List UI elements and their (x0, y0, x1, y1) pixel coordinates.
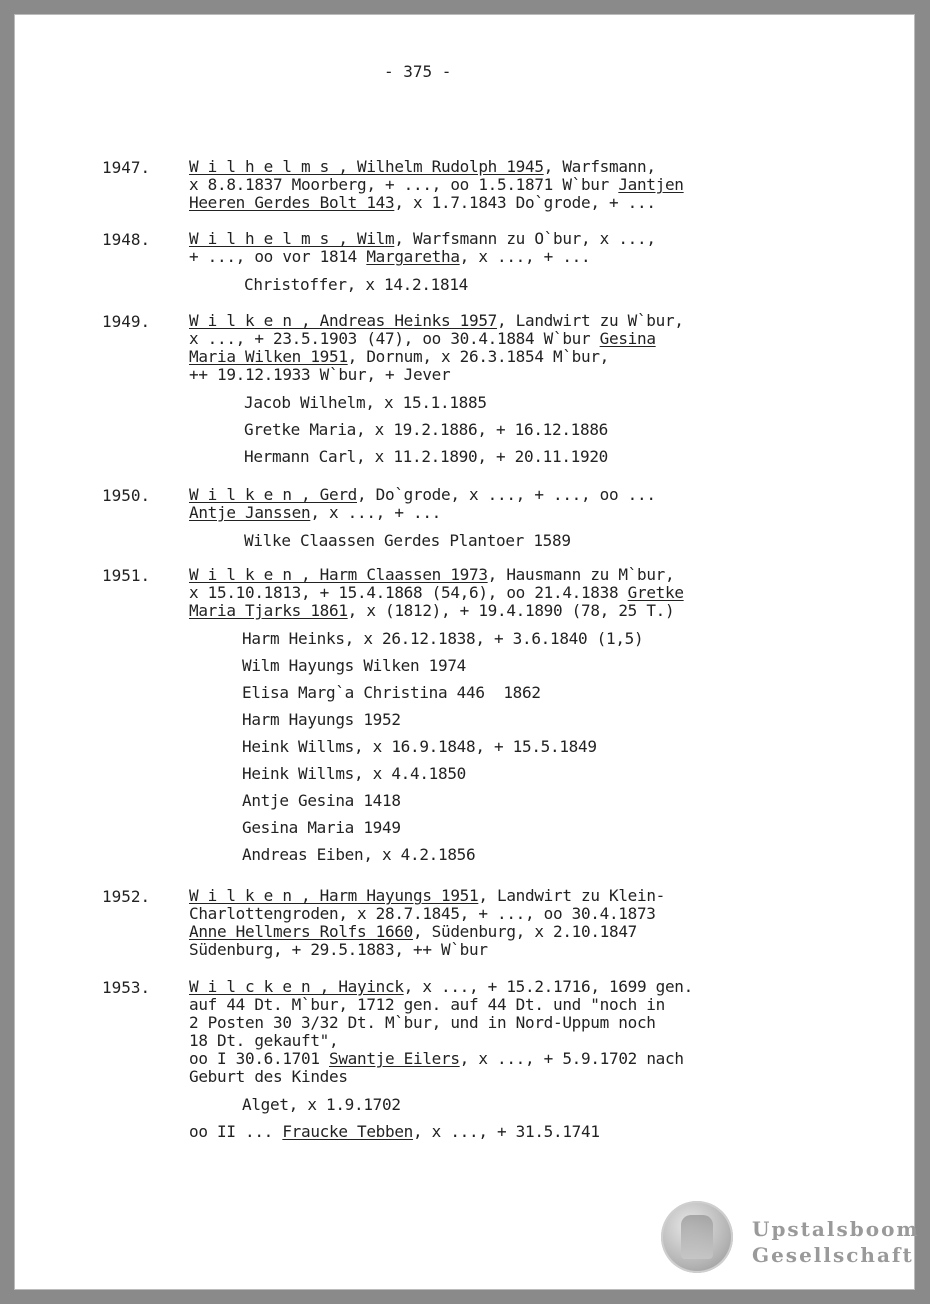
entry-line (189, 566, 674, 584)
entry-text: , Hausmann zu M`bur, (487, 565, 675, 584)
entry-line (189, 248, 590, 266)
child-entry: Gesina Maria 1949 (242, 818, 401, 837)
child-entry: Jacob Wilhelm, x 15.1.1885 (244, 393, 487, 412)
entry-number: 1952. (102, 887, 151, 906)
entry-text: oo I 30.6.1701 (189, 1049, 329, 1068)
logo-text-line2: Gesellschaft (752, 1243, 914, 1267)
underlined-name: Antje Janssen (189, 503, 311, 522)
entry-text: x 8.8.1837 Moorberg, + ..., oo 1.5.1871 W`bur (189, 175, 619, 194)
underlined-name: Fraucke Tebben (282, 1122, 414, 1141)
entry-text: + ..., oo vor 1814 (189, 247, 367, 266)
entry-line (189, 348, 609, 366)
underlined-name: Gesina (599, 329, 656, 348)
child-entry: Alget, x 1.9.1702 (242, 1095, 401, 1114)
entry-line (189, 230, 656, 248)
underlined-name: W i l k e n , Andreas Heinks 1957 (189, 311, 497, 330)
entry-text: oo II ... (189, 1122, 283, 1141)
entry-text: , Do`grode, x ..., + ..., oo ... (357, 485, 656, 504)
child-entry: Harm Heinks, x 26.12.1838, + 3.6.1840 (1,5) (242, 629, 644, 648)
page-number: - 375 - (384, 62, 452, 81)
entry-line (189, 486, 656, 504)
underlined-name: W i l k e n , Gerd (189, 485, 357, 504)
entry-line (189, 584, 684, 602)
entry-text: , x ..., + ... (459, 247, 591, 266)
entry-text: , x (1812), + 19.4.1890 (78, 25 T.) (347, 601, 675, 620)
underlined-name: Gretke (627, 583, 684, 602)
entry-text: , Warfsmann zu O`bur, x ..., (394, 229, 656, 248)
entry-text: 18 Dt. gekauft", (189, 1031, 339, 1050)
document-page (14, 14, 920, 1290)
entry-line (189, 941, 488, 959)
entry-text: , Warfsmann, (543, 157, 656, 176)
underlined-name: W i l k e n , Harm Hayungs 1951 (189, 886, 479, 905)
child-entry: Elisa Marg`a Christina 446 1862 (242, 683, 541, 702)
entry-text: , Dornum, x 26.3.1854 M`bur, (347, 347, 609, 366)
child-entry: Wilm Hayungs Wilken 1974 (242, 656, 466, 675)
entry-text: 2 Posten 30 3/32 Dt. M`bur, und in Nord-Uppum noch (189, 1013, 656, 1032)
entry-text: , x ..., + 31.5.1741 (413, 1122, 600, 1141)
entry-line (189, 504, 441, 522)
underlined-name: Maria Tjarks 1861 (189, 601, 348, 620)
entry-text: ++ 19.12.1933 W`bur, + Jever (189, 365, 451, 384)
child-entry: Heink Willms, x 16.9.1848, + 15.5.1849 (242, 737, 597, 756)
entry-text: x ..., + 23.5.1903 (47), oo 30.4.1884 W`bur (189, 329, 600, 348)
seal-logo-icon (661, 1201, 733, 1273)
entry-line (189, 978, 693, 996)
underlined-name: Jantjen (618, 175, 684, 194)
child-entry: Heink Willms, x 4.4.1850 (242, 764, 466, 783)
entry-number: 1947. (102, 158, 151, 177)
underlined-name: W i l c k e n , Hayinck (189, 977, 404, 996)
child-entry: Harm Hayungs 1952 (242, 710, 401, 729)
entry-line (189, 312, 684, 330)
entry-line (189, 1050, 684, 1068)
underlined-name: Anne Hellmers Rolfs 1660 (189, 922, 413, 941)
entry-line (189, 905, 656, 923)
entry-text: Südenburg, + 29.5.1883, ++ W`bur (189, 940, 488, 959)
entry-line (189, 996, 665, 1014)
child-entry: Gretke Maria, x 19.2.1886, + 16.12.1886 (244, 420, 608, 439)
entry-line (189, 158, 656, 176)
child-entry: Hermann Carl, x 11.2.1890, + 20.11.1920 (244, 447, 608, 466)
underlined-name: Heeren Gerdes Bolt 143 (189, 193, 395, 212)
logo-text-line1: Upstalsboom (752, 1217, 920, 1241)
entry-line (189, 1123, 600, 1141)
underlined-name: Maria Wilken 1951 (189, 347, 348, 366)
entry-line (189, 1068, 348, 1086)
child-entry: Andreas Eiben, x 4.2.1856 (242, 845, 476, 864)
entry-line (189, 176, 684, 194)
underlined-name: W i l h e l m s , Wilm (189, 229, 395, 248)
entry-text: , Südenburg, x 2.10.1847 (413, 922, 637, 941)
entry-text: , Landwirt zu W`bur, (496, 311, 684, 330)
entry-text: , x ..., + 15.2.1716, 1699 gen. (403, 977, 693, 996)
entry-text: , x ..., + ... (310, 503, 441, 522)
underlined-name: W i l h e l m s , Wilhelm Rudolph 1945 (189, 157, 544, 176)
child-entry: Christoffer, x 14.2.1814 (244, 275, 468, 294)
entry-line (189, 330, 656, 348)
entry-text: auf 44 Dt. M`bur, 1712 gen. auf 44 Dt. und "noch in (189, 995, 665, 1014)
underlined-name: W i l k e n , Harm Claassen 1973 (189, 565, 488, 584)
entry-text: Charlottengroden, x 28.7.1845, + ..., oo 30.4.1873 (189, 904, 656, 923)
entry-line (189, 887, 665, 905)
entry-line (189, 602, 674, 620)
underlined-name: Margaretha (366, 247, 460, 266)
entry-line (189, 1032, 338, 1050)
entry-text: Geburt des Kindes (189, 1067, 348, 1086)
entry-line (189, 194, 656, 212)
child-entry: Antje Gesina 1418 (242, 791, 401, 810)
entry-line (189, 366, 450, 384)
entry-text: , Landwirt zu Klein- (478, 886, 665, 905)
entry-text: x 15.10.1813, + 15.4.1868 (54,6), oo 21.4.1838 (189, 583, 628, 602)
entry-number: 1950. (102, 486, 151, 505)
entry-number: 1948. (102, 230, 151, 249)
entry-line (189, 1014, 656, 1032)
entry-number: 1949. (102, 312, 151, 331)
entry-number: 1953. (102, 978, 151, 997)
entry-line (189, 923, 637, 941)
entry-text: , x ..., + 5.9.1702 nach (459, 1049, 684, 1068)
underlined-name: Swantje Eilers (329, 1049, 460, 1068)
entry-text: , x 1.7.1843 Do`grode, + ... (394, 193, 656, 212)
entry-number: 1951. (102, 566, 151, 585)
child-entry: Wilke Claassen Gerdes Plantoer 1589 (244, 531, 571, 550)
